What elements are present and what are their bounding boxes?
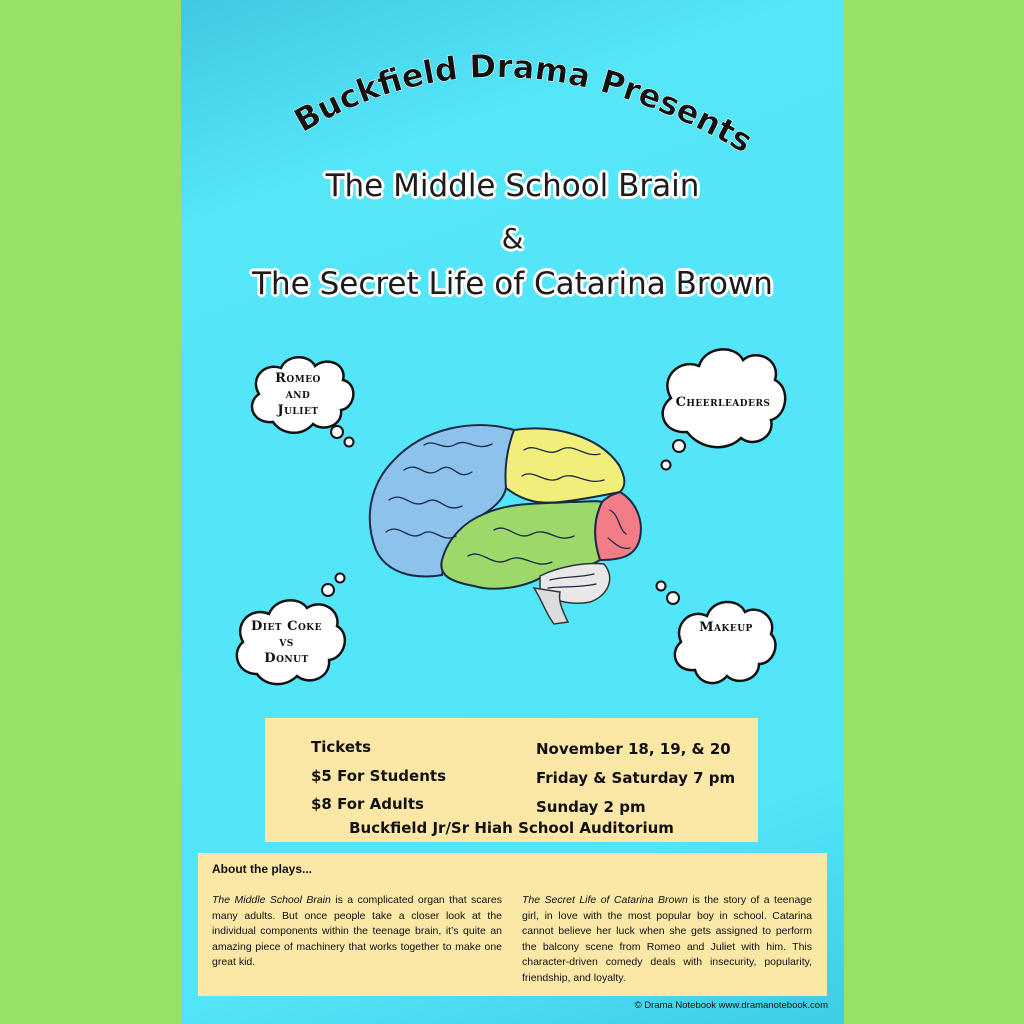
thought-bubble-cheerleaders — [653, 340, 793, 475]
brain-icon — [364, 410, 664, 630]
bubble-line: Diet Coke — [251, 619, 322, 634]
venue: Buckfield Jr/Sr Hiah School Auditorium — [349, 819, 674, 837]
weekday-showtime: Friday & Saturday 7 pm — [536, 769, 736, 787]
ampersand: & — [501, 222, 524, 255]
play2-title: The Secret Life of Catarina Brown — [252, 266, 773, 302]
bubble-line: Makeup — [699, 620, 753, 635]
about-play2 — [522, 893, 812, 986]
thought-bubble-romeo-juliet — [243, 352, 373, 452]
sunday-showtime: Sunday 2 pm — [536, 798, 646, 816]
about-heading: About the plays... — [212, 862, 313, 876]
adult-price: $8 For Adults — [311, 795, 424, 813]
play1-name: The Middle School Brain — [212, 894, 331, 906]
play1-title: The Middle School Brain — [325, 168, 700, 204]
poster — [181, 0, 844, 1024]
bubble-line: Cheerleaders — [675, 394, 771, 410]
bubble-line: Romeo — [275, 370, 321, 386]
student-price: $5 For Students — [311, 767, 446, 785]
bubble-line: Juliet — [277, 402, 319, 418]
about-play1 — [212, 893, 502, 971]
tickets-box — [265, 718, 758, 842]
presenter-text: Buckfield Drama Presents — [287, 46, 760, 161]
bubble-line: Donut — [264, 651, 309, 666]
play2-name: The Secret Life of Catarina Brown — [522, 894, 688, 906]
performance-dates: November 18, 19, & 20 — [536, 740, 731, 758]
tickets-heading: Tickets — [311, 738, 372, 756]
play2-description: is the story of a teenage girl, in love with the most popular boy in school. Catarina cannot believe her luck when she gets assigned to perform the balcony scene from Romeo and Juliet with him. This character-driven comedy deals with insecurity, popularity, friendship, and loyalty. — [522, 894, 812, 984]
about-box — [198, 853, 827, 996]
bubble-line: vs — [279, 635, 294, 650]
play1-description: is a complicated organ that scares many adults. But once people take a closer look at the individual components within the teenage brain, it’s quite an amazing piece of machinery that works together to make one great kid. — [212, 894, 502, 968]
thought-bubble-makeup — [653, 578, 778, 686]
svg-text:Buckfield Drama Presents — [288, 47, 759, 160]
thought-bubble-diet-coke — [229, 568, 359, 688]
copyright: © Drama Notebook www.dramanotebook.com — [634, 1000, 828, 1011]
bubble-line: and — [285, 386, 311, 402]
